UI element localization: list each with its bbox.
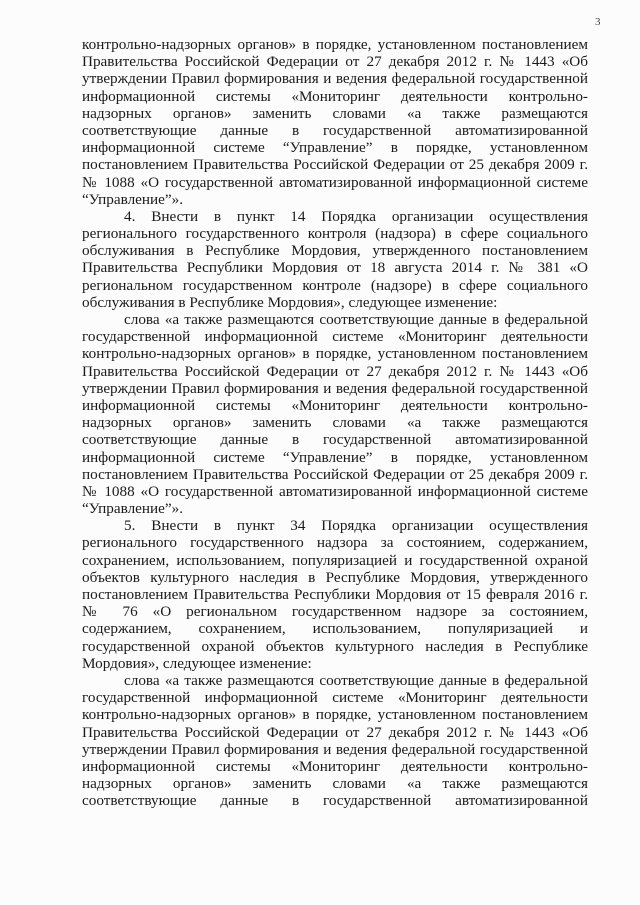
text-line: государственной информационной системе «Мониторинг деятельности (82, 689, 588, 707)
text-line: информационной системы «Мониторинг деятельности контрольно- (82, 757, 588, 775)
text-line: слова «а также размещаются соответствующие данные в федеральной (124, 311, 588, 328)
text-line: Правительства Российской Федерации от 27 декабря 2012 г. № 1443 «Об (82, 362, 588, 380)
paragraph-p4 (82, 517, 588, 672)
text-line: “Управление”». (82, 190, 184, 208)
text-line: надзорных органов» заменить словами «а также размещаются (82, 775, 588, 793)
text-line: 5. Внести в пункт 34 Порядка организации осуществления (124, 517, 588, 535)
text-line: информационной системы «Мониторинг деятельности контрольно- (82, 87, 588, 105)
text-line: № 76 «О региональном государственном надзоре за состоянием, (82, 603, 588, 621)
text-line: соответствующие данные в государственной автоматизированной (82, 792, 588, 810)
text-line: № 1088 «О государственной автоматизированной информационной системе (82, 173, 588, 191)
text-line: надзорных органов» заменить словами «а также размещаются (82, 104, 588, 122)
text-line: содержанием, сохранением, использованием, популяризацией и (82, 620, 588, 638)
text-line: слова «а также размещаются соответствующие данные в федеральной (124, 671, 588, 689)
document-body (82, 36, 588, 809)
text-line: информационной системе “Управление” в порядке, установленном (82, 139, 588, 157)
text-line: информационной системе “Управление” в порядке, установленном (82, 448, 588, 466)
text-line: Правительства Российской Федерации от 27 декабря 2012 г. № 1443 «Об (82, 53, 588, 71)
text-line: постановлением Правительства Республики Мордовия от 15 февраля 2016 г. (82, 586, 588, 603)
text-line: государственной информационной системе «Мониторинг деятельности (82, 328, 588, 346)
text-line: № 1088 «О государственной автоматизированной информационной системе (82, 482, 588, 500)
text-line: контрольно-надзорных органов» в порядке, установленном постановлением (82, 36, 588, 53)
text-line: 4. Внести в пункт 14 Порядка организации осуществления (124, 207, 588, 225)
text-line: контрольно-надзорных органов» в порядке, установленном постановлением (82, 345, 588, 363)
text-line: надзорных органов» заменить словами «а также размещаются (82, 414, 588, 432)
text-line: утверждении Правил формирования и ведения федеральной государственной (82, 740, 588, 758)
text-line: утверждении Правил формирования и ведения федеральной государственной (82, 379, 588, 397)
text-line: обслуживания в Республике Мордовия, утвержденного постановлением (82, 242, 588, 260)
text-line: государственной охраной объектов культурного наследия в Республике (82, 637, 588, 655)
paragraph-p2 (82, 208, 588, 311)
text-line: регионального государственного надзора за состоянием, содержанием, (82, 534, 588, 552)
text-line: контрольно-надзорных органов» в порядке, установленном постановлением (82, 706, 588, 724)
text-line: постановлением Правительства Российской Федерации от 25 декабря 2009 г. (82, 156, 588, 174)
paragraph-p3 (82, 311, 588, 517)
text-line: сохранением, использованием, популяризацией и государственной охраной (82, 551, 588, 569)
text-line: региональном государственном контроле (надзоре) в сфере социального (82, 276, 588, 294)
text-line: соответствующие данные в государственной автоматизированной (82, 121, 588, 139)
text-line: информационной системы «Мониторинг деятельности контрольно- (82, 396, 588, 414)
text-line: объектов культурного наследия в Республике Мордовия, утвержденного (82, 568, 588, 586)
text-line: соответствующие данные в государственной автоматизированной (82, 431, 588, 449)
text-line: Мордовия», следующее изменение: (82, 654, 312, 672)
paragraph-p1 (82, 36, 588, 208)
paragraph-p5 (82, 672, 588, 810)
text-line: регионального государственного контроля (надзора) в сфере социального (82, 225, 588, 243)
text-line: постановлением Правительства Российской Федерации от 25 декабря 2009 г. (82, 465, 588, 483)
text-line: “Управление”». (82, 500, 184, 518)
text-line: Правительства Российской Федерации от 27 декабря 2012 г. № 1443 «Об (82, 723, 588, 741)
text-line: утверждении Правил формирования и ведения федеральной государственной (82, 70, 588, 88)
page-number: 3 (595, 16, 601, 28)
text-line: обслуживания в Республике Мордовия», следующее изменение: (82, 293, 498, 311)
text-line: Правительства Республики Мордовия от 18 августа 2014 г. № 381 «О (82, 259, 588, 277)
